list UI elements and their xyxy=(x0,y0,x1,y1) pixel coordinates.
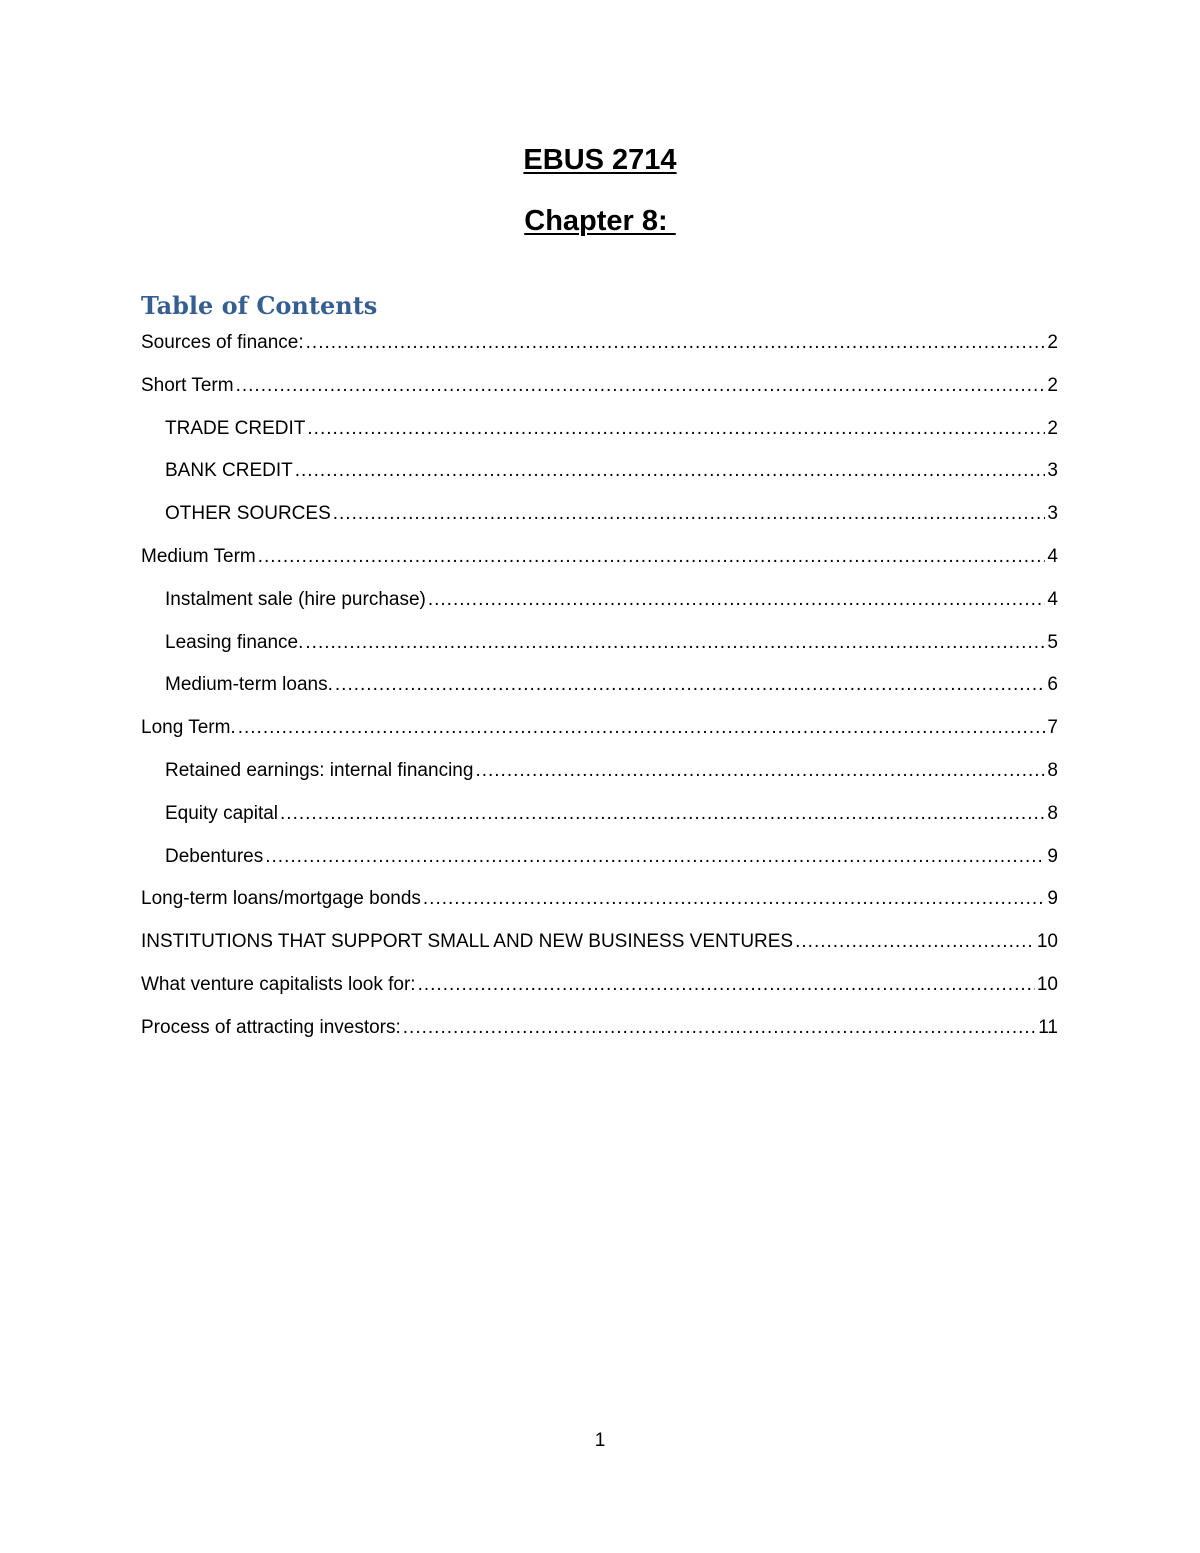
toc-dot-leader xyxy=(265,844,1045,870)
chapter-title: Chapter 8: xyxy=(524,205,676,237)
toc-entry-label: Sources of finance: xyxy=(141,332,304,353)
toc-entry[interactable] xyxy=(141,330,1058,356)
toc-entry-page: 4 xyxy=(1047,589,1058,610)
toc-entry-page: 10 xyxy=(1036,931,1058,952)
toc-entry-page: 8 xyxy=(1047,760,1058,781)
toc-heading: Table of Contents xyxy=(141,291,378,320)
toc-dot-leader xyxy=(423,886,1046,912)
toc-entry-label: INSTITUTIONS THAT SUPPORT SMALL AND NEW BUSINESS VENTURES xyxy=(141,931,794,952)
toc-entry[interactable] xyxy=(141,544,1058,570)
toc-entry[interactable] xyxy=(141,972,1058,998)
toc-entry[interactable] xyxy=(165,416,1058,442)
toc-dot-leader xyxy=(428,587,1046,613)
toc-entry[interactable] xyxy=(141,886,1058,912)
toc-entry-label: Medium Term xyxy=(141,546,256,567)
toc-entry[interactable] xyxy=(165,630,1058,656)
toc-entry-label: Instalment sale (hire purchase) xyxy=(165,589,426,610)
toc-entry-label: Debentures xyxy=(165,846,264,867)
toc-entry-page: 9 xyxy=(1047,888,1058,909)
toc-entry-label: What venture capitalists look for: xyxy=(141,974,416,995)
toc-entry-label: Medium-term loans. xyxy=(165,674,333,695)
toc-entry-page: 11 xyxy=(1038,1017,1058,1038)
toc-dot-leader xyxy=(238,715,1046,741)
toc-entry[interactable] xyxy=(141,715,1058,741)
toc-entry[interactable] xyxy=(141,1015,1058,1041)
toc-entry-page: 7 xyxy=(1047,717,1058,738)
toc-dot-leader xyxy=(305,630,1045,656)
toc-entry-label: BANK CREDIT xyxy=(165,460,293,481)
toc-entry-page: 6 xyxy=(1047,674,1058,695)
toc-entry-page: 9 xyxy=(1047,846,1058,867)
toc-entry-label: TRADE CREDIT xyxy=(165,418,306,439)
toc-entry-label: Equity capital xyxy=(165,803,279,824)
toc-entry-label: Long Term. xyxy=(141,717,236,738)
toc-dot-leader xyxy=(307,416,1045,442)
toc-dot-leader xyxy=(306,330,1046,356)
toc-entry-label: Leasing finance. xyxy=(165,632,304,653)
toc-entry-label: Long-term loans/mortgage bonds xyxy=(141,888,421,909)
toc-dot-leader xyxy=(403,1015,1036,1041)
toc-entry-label: Retained earnings: internal financing xyxy=(165,760,474,781)
toc-dot-leader xyxy=(418,972,1035,998)
toc-entry-page: 8 xyxy=(1047,803,1058,824)
toc-entry[interactable] xyxy=(165,458,1058,484)
toc-dot-leader xyxy=(333,501,1046,527)
toc-entry[interactable] xyxy=(165,587,1058,613)
toc-dot-leader xyxy=(795,929,1035,955)
toc-entry-page: 3 xyxy=(1047,503,1058,524)
page-number: 1 xyxy=(594,1430,606,1451)
toc-entry[interactable] xyxy=(165,801,1058,827)
toc-entry-label: OTHER SOURCES xyxy=(165,503,331,524)
toc-entry[interactable] xyxy=(141,373,1058,399)
toc-dot-leader xyxy=(475,758,1045,784)
toc-dot-leader xyxy=(295,458,1046,484)
toc-entry-label: Short Term xyxy=(141,375,234,396)
toc-entry-page: 3 xyxy=(1047,460,1058,481)
toc-entry-page: 10 xyxy=(1036,974,1058,995)
toc-entry[interactable] xyxy=(165,758,1058,784)
course-title: EBUS 2714 xyxy=(523,144,677,176)
toc-entry[interactable] xyxy=(165,501,1058,527)
toc-entry-page: 2 xyxy=(1047,418,1058,439)
toc-dot-leader xyxy=(258,544,1046,570)
toc-dot-leader xyxy=(236,373,1046,399)
toc-entry-label: Process of attracting investors: xyxy=(141,1017,401,1038)
toc-entry-page: 2 xyxy=(1047,375,1058,396)
toc-entry[interactable] xyxy=(165,672,1058,698)
toc-entry-page: 4 xyxy=(1047,546,1058,567)
toc-entry[interactable] xyxy=(141,929,1058,955)
toc-entry-page: 5 xyxy=(1047,632,1058,653)
toc-dot-leader xyxy=(335,672,1046,698)
toc-dot-leader xyxy=(280,801,1045,827)
toc-entry[interactable] xyxy=(165,844,1058,870)
toc-entry-page: 2 xyxy=(1047,332,1058,353)
